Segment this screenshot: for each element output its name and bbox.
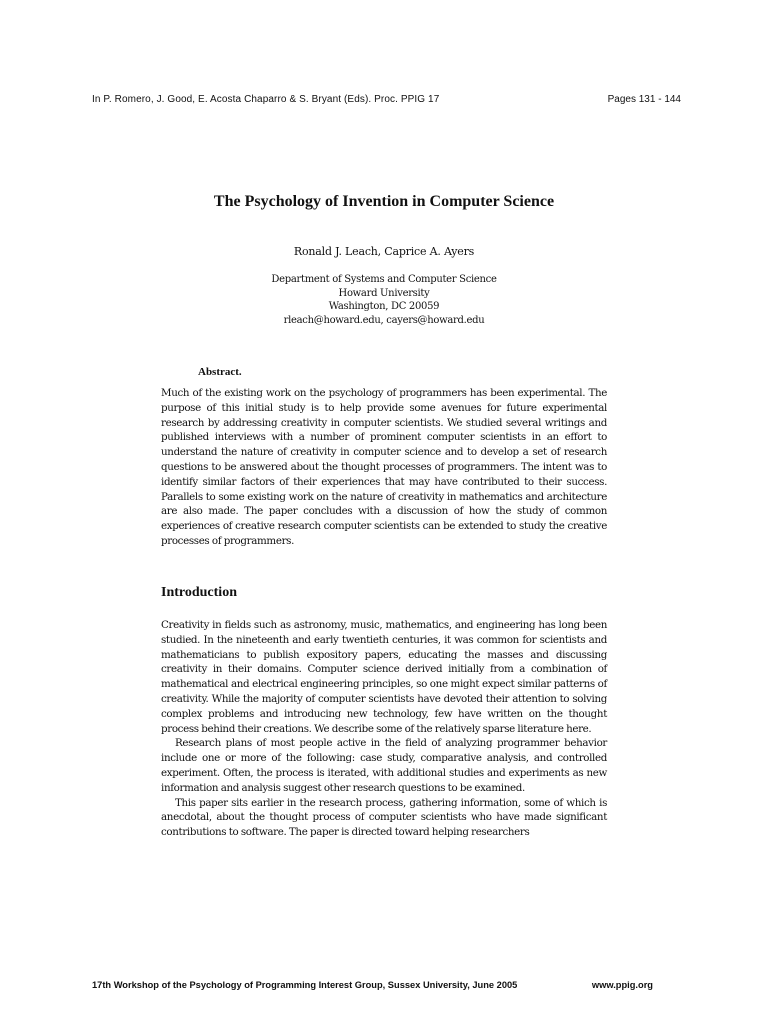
paper-title: The Psychology of Invention in Computer Science — [213, 193, 555, 210]
introduction-heading: Introduction — [161, 585, 237, 600]
intro-paragraph: Creativity in fields such as astronomy, music, mathematics, and engineering has long been studied. In the nineteenth and early twentieth centuries, it was common for scientists and mathematicians to publish expository papers, educating the masses and discussing creativity in their domains. Computer science derived initially from a combination of mathematical and electrical engineering principles, so one might expect similar patterns of creativity. While the majority of computer scientists have devoted their attention to solving complex problems and introducing new technology, few have written on the thought process behind their creations. We describe some of the relatively sparse literature here. — [161, 619, 607, 735]
introduction-body — [161, 618, 607, 840]
author-emails: rleach@howard.edu, cayers@howard.edu — [283, 314, 485, 326]
abstract-text: Much of the existing work on the psychology of programmers has been experimental. The purpose of this initial study is to help provide some avenues for future experimental research by addressing creativity in computer scientists. We studied several writings and published interviews with a number of prominent computer scientists in an effort to understand the nature of creativity in computer science and to develop a set of research questions to be answered about the thought processes of programmers. The intent was to identify similar factors of their experiences that may have contributed to their success. Parallels to some existing work on the nature of creativity in mathematics and architecture are also made. The paper concludes with a discussion of how the study of common experiences of creative research computer scientists can be extended to study the creative processes of programmers. — [161, 387, 607, 547]
page-range: Pages 131 - 144 — [607, 94, 681, 105]
workshop-footer: 17th Workshop of the Psychology of Programming Interest Group, Sussex University, June 2005 — [92, 980, 518, 990]
intro-paragraph: This paper sits earlier in the research process, gathering information, some of which is anecdotal, about the thought process of computer scientists who have made significant contributions to software. The paper is directed toward helping researchers — [161, 796, 607, 839]
abstract-label: Abstract. — [198, 366, 242, 378]
authors: Ronald J. Leach, Caprice A. Ayers — [293, 245, 475, 258]
department: Department of Systems and Computer Science — [271, 274, 497, 285]
intro-paragraph: Research plans of most people active in the field of analyzing programmer behavior include one or more of the following: case study, comparative analysis, and controlled experiment. Often, the process is iterated, with additional studies and experiments as new information and analysis suggest other research questions to be examined. — [161, 737, 607, 794]
affiliation-block — [0, 273, 768, 327]
university: Howard University — [338, 287, 430, 299]
location: Washington, DC 20059 — [328, 301, 440, 312]
website-footer: www.ppig.org — [591, 980, 653, 990]
citation-header: In P. Romero, J. Good, E. Acosta Chaparro & S. Bryant (Eds). Proc. PPIG 17 — [92, 94, 440, 105]
